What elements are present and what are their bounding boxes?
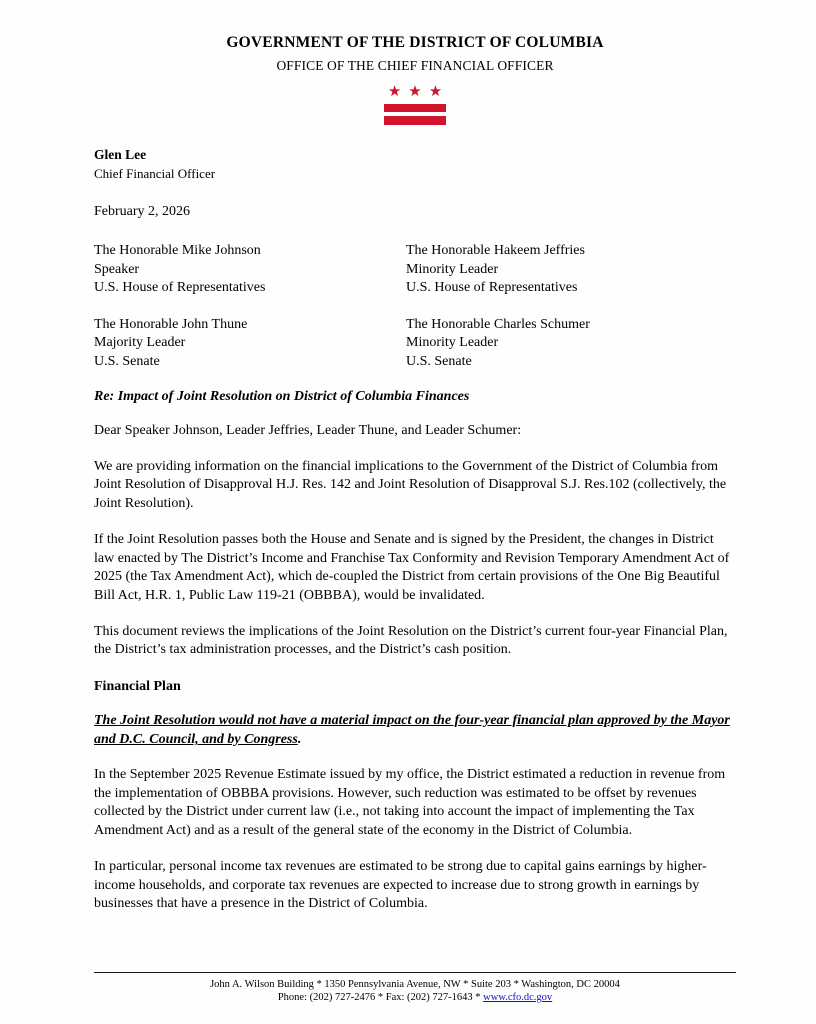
paragraph-5: In particular, personal income tax revenues are estimated to be strong due to capital gains earnings by higher-income households, and corporate tax revenues are expected to increase due to strong growth in earnings by businesses that have a presence in the District of Columbia. <box>94 858 707 912</box>
recipient-body: U.S. Senate <box>406 353 472 369</box>
flag-bar-lower <box>384 116 446 125</box>
paragraph-2: If the Joint Resolution passes both the House and Senate and is signed by the President, the changes in District law enacted by The District’s Income and Franchise Tax Conformity and Revision Temporary Amendment Act of 2025 (the Tax Amendment Act), which de-coupled the District from certain provisions of the One Big Beautiful Bill Act, H.R. 1, Public Law 119-21 (OBBBA), would be invalidated. <box>94 531 730 603</box>
recipient-role: Minority Leader <box>406 261 499 277</box>
paragraph-1: We are providing information on the financial implications to the Government of the District of Columbia from Joint Resolution of Disapproval H.J. Res. 142 and Joint Resolution of Disapproval S.J. Res.102 (collectively, the Joint Resolution). <box>94 458 727 512</box>
letterhead-subtitle: OFFICE OF THE CHIEF FINANCIAL OFFICER <box>276 58 554 73</box>
callout-underlined-text: The Joint Resolution would not have a material impact on the four-year financial plan approved by the Mayor and D.C. Council, and by Congress <box>94 713 730 748</box>
page-footer <box>94 972 736 1004</box>
flag-bar-upper <box>384 104 446 112</box>
footer-contact <box>94 991 736 1004</box>
recipient-body: U.S. House of Representatives <box>406 280 578 295</box>
star-icon: ★ <box>387 84 402 100</box>
signer-name: Glen Lee <box>94 147 147 162</box>
recipient-role: Minority Leader <box>406 335 499 350</box>
signer-title: Chief Financial Officer <box>94 166 216 181</box>
letter-date: February 2, 2026 <box>94 204 191 219</box>
footer-divider <box>94 972 736 973</box>
recipient-1 <box>94 242 406 298</box>
recipient-row <box>94 316 736 372</box>
paragraph-3: This document reviews the implications of the Joint Resolution on the District’s current four-year Financial Plan, the District’s tax administration processes, and the District’s cash position. <box>94 623 728 658</box>
recipient-body: U.S. Senate <box>94 353 160 369</box>
recipient-body: U.S. House of Representatives <box>94 280 266 295</box>
recipient-name: The Honorable Hakeem Jeffries <box>406 243 585 258</box>
signer-block <box>94 147 736 182</box>
subject-line: Re: Impact of Joint Resolution on District of Columbia Finances <box>94 389 470 404</box>
recipient-name: The Honorable John Thune <box>94 316 248 332</box>
recipient-row <box>94 242 736 298</box>
star-icon: ★ <box>408 84 422 100</box>
letterhead-title: GOVERNMENT OF THE DISTRICT OF COLUMBIA <box>226 34 604 51</box>
recipient-4 <box>406 316 718 372</box>
recipient-2 <box>406 242 718 298</box>
recipient-name: The Honorable Mike Johnson <box>94 243 261 258</box>
recipient-role: Speaker <box>94 261 140 277</box>
dc-flag-icon <box>384 86 446 125</box>
dc-flag-wrap <box>94 86 736 125</box>
recipient-role: Majority Leader <box>94 335 186 350</box>
section-heading-financial-plan: Financial Plan <box>94 679 181 695</box>
callout-period: . <box>297 732 302 748</box>
section-callout <box>94 711 736 749</box>
paragraph-4: In the September 2025 Revenue Estimate issued by my office, the District estimated a reduction in revenue from the implementation of OBBBA provisions. However, such reduction was estimated to be offset by revenues collected by the District under current law (i.e., not taking into account the impact of implementing the Tax Amendment Act) and as a result of the general state of the economy in the District of Columbia. <box>94 767 726 839</box>
footer-website-link[interactable]: www.cfo.dc.gov <box>483 992 553 1003</box>
recipient-3 <box>94 316 406 372</box>
recipient-name: The Honorable Charles Schumer <box>406 316 590 332</box>
footer-phone-fax: Phone: (202) 727-2476 * Fax: (202) 727-1643 * <box>277 992 484 1003</box>
footer-address: John A. Wilson Building * 1350 Pennsylvania Avenue, NW * Suite 203 * Washington, DC 20004 <box>210 979 620 990</box>
salutation: Dear Speaker Johnson, Leader Jeffries, Leader Thune, and Leader Schumer: <box>94 423 522 438</box>
flag-stars <box>384 86 446 99</box>
recipient-block <box>94 242 736 371</box>
star-icon: ★ <box>428 84 443 100</box>
